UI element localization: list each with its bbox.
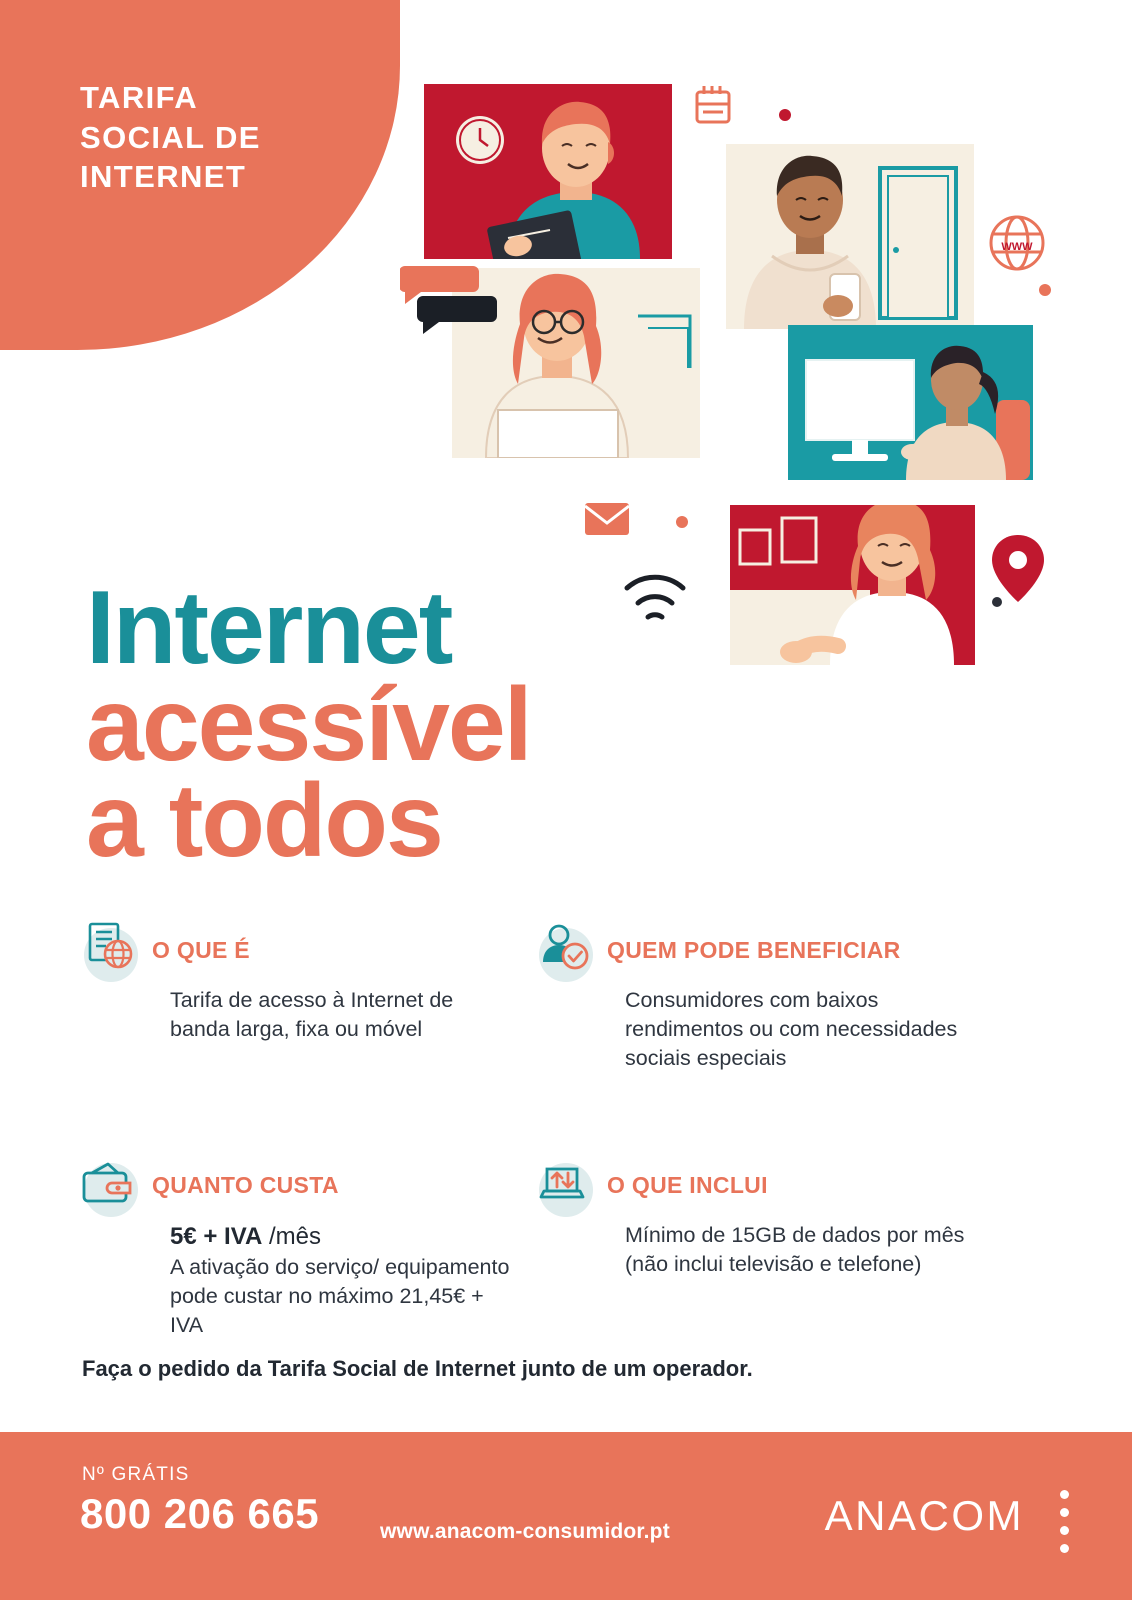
person-check-icon xyxy=(533,918,597,982)
logo-dot xyxy=(1060,1526,1069,1535)
headline-line-3: a todos xyxy=(86,763,442,880)
laptop-transfer-glyph xyxy=(533,1153,597,1217)
feature-header xyxy=(78,1153,518,1217)
svg-text:WWW: WWW xyxy=(1001,241,1033,253)
feature-o-que-inclui xyxy=(533,1153,973,1340)
illustration-person-2 xyxy=(726,144,974,329)
logo-dot xyxy=(1060,1508,1069,1517)
logo-dots-decor xyxy=(1060,1490,1074,1562)
footer-phone-number[interactable]: 800 206 665 xyxy=(80,1490,320,1537)
price-line xyxy=(170,1221,518,1253)
price-unit: /mês xyxy=(262,1223,321,1251)
logo-dot xyxy=(1060,1544,1069,1553)
page-title xyxy=(86,570,531,880)
feature-header xyxy=(533,1153,973,1217)
headline-line-1: Internet xyxy=(86,570,452,686)
footer xyxy=(0,1432,1132,1600)
map-pin-icon xyxy=(992,535,1044,602)
envelope-icon xyxy=(585,503,629,535)
badge-line-2: SOCIAL DE xyxy=(80,119,261,155)
feature-body: Consumidores com baixos rendimentos ou com necessidades sociais especiais xyxy=(625,988,958,1071)
feature-body: A ativação do serviço/ equipamento pode custar no máximo 21,45€ + IVA xyxy=(170,1255,510,1338)
feature-title: O QUE INCLUI xyxy=(607,1171,768,1198)
globe-www-icon xyxy=(991,217,1043,269)
logo-dot xyxy=(1060,1490,1069,1499)
dot-decor xyxy=(1039,284,1051,296)
cta-text: Faça o pedido da Tarifa Social de Internet junto de um operador. xyxy=(82,1356,753,1381)
badge-line-1: TARIFA xyxy=(80,80,199,115)
wallet-glyph xyxy=(78,1153,142,1217)
badge-line-3: INTERNET xyxy=(80,159,247,195)
dot-decor xyxy=(676,516,688,528)
anacom-logo: ANACOM xyxy=(824,1492,1024,1539)
feature-o-que-e xyxy=(78,918,518,1073)
upload-download-laptop-icon xyxy=(533,1153,597,1217)
wifi-icon xyxy=(627,577,683,617)
feature-title: O QUE É xyxy=(152,936,250,963)
feature-body-price-wrap xyxy=(170,1221,518,1340)
footer-website-link[interactable]: www.anacom-consumidor.pt xyxy=(380,1520,670,1543)
price-value: 5€ + IVA xyxy=(170,1223,263,1251)
calendar-icon xyxy=(697,86,729,122)
illustration-person-1 xyxy=(424,84,672,288)
feature-title: QUEM PODE BENEFICIAR xyxy=(607,936,901,963)
feature-quanto-custa xyxy=(78,1153,518,1340)
document-globe-glyph xyxy=(78,918,142,982)
features-grid xyxy=(78,918,1058,1362)
feature-title: QUANTO CUSTA xyxy=(152,1171,339,1198)
feature-header xyxy=(533,918,973,982)
illustration-person-5 xyxy=(730,500,975,665)
document-globe-icon xyxy=(78,918,142,982)
dot-decor xyxy=(779,109,791,121)
feature-body: Mínimo de 15GB de dados por mês (não inclui televisão e telefone) xyxy=(625,1223,965,1277)
features-row-1 xyxy=(78,918,1058,1095)
badge-title xyxy=(80,78,261,197)
dot-decor xyxy=(992,597,1002,607)
illustration-person-4 xyxy=(788,325,1033,480)
feature-quem-pode-beneficiar xyxy=(533,918,973,1073)
wallet-icon xyxy=(78,1153,142,1217)
headline-line-2: acessível xyxy=(86,666,531,783)
footer-free-label: Nº GRÁTIS xyxy=(82,1464,190,1485)
features-row-2 xyxy=(78,1153,1058,1362)
feature-body: Tarifa de acesso à Internet de banda larga, fixa ou móvel xyxy=(170,988,454,1042)
person-check-glyph xyxy=(533,918,597,982)
feature-header xyxy=(78,918,518,982)
